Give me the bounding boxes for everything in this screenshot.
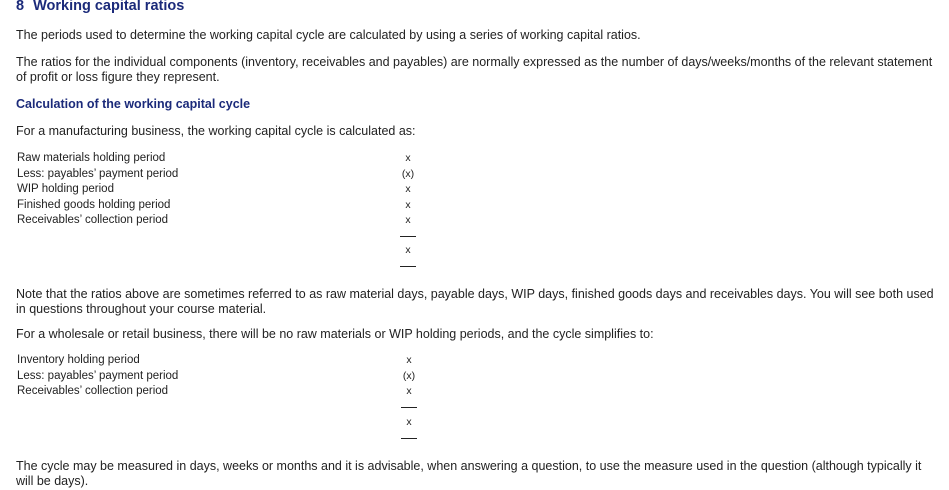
calc-row-value: x: [405, 198, 411, 211]
calc-row-value: x: [406, 385, 412, 397]
wholesale-intro: For a wholesale or retail business, there will be no raw materials or WIP holding periods, and the cycle simplifies to:: [16, 327, 654, 341]
calc-row-value: x: [406, 354, 412, 366]
calc-row-value: x: [405, 214, 411, 226]
calc-row-label: Inventory holding period: [17, 354, 140, 366]
subtotal-rule: [400, 236, 416, 237]
calc-row-value: (x): [402, 369, 416, 382]
calc-row-label: WIP holding period: [17, 183, 114, 195]
total-rule: [400, 266, 416, 267]
section-title: Working capital ratios: [33, 0, 185, 14]
note-paragraph: Note that the ratios above are sometimes referred to as raw material days, payable days, WIP days, finished goods days and receivables days. You will see both used in questions throughout your course material.: [16, 287, 934, 316]
calc-total-value: x: [405, 244, 411, 256]
calc-row-label: Less: payables’ payment period: [17, 369, 179, 382]
calc-row-label: Receivables’ collection period: [17, 385, 169, 397]
manufacturing-intro: For a manufacturing business, the working capital cycle is calculated as:: [16, 124, 416, 138]
section-heading: [16, 0, 184, 14]
calc-row-label: Finished goods holding period: [17, 198, 171, 211]
calc-row-value: x: [405, 152, 411, 164]
total-rule: [401, 438, 417, 439]
calc-row-label: Less: payables’ payment period: [17, 167, 179, 180]
calculation-subheading: Calculation of the working capital cycle: [16, 97, 251, 111]
calc-row-value: (x): [401, 167, 415, 180]
closing-paragraph: The cycle may be measured in days, weeks or months and it is advisable, when answering a question, to use the measure used in the question (although typically it will be days).: [16, 459, 922, 488]
subtotal-rule: [401, 407, 417, 408]
intro-paragraph: The periods used to determine the working capital cycle are calculated by using a series of working capital ratios.: [16, 28, 641, 42]
calc-total-value: x: [406, 416, 412, 428]
calc-row-value: x: [405, 183, 411, 195]
calc-row-label: Receivables’ collection period: [17, 214, 169, 226]
calc-row-label: Raw materials holding period: [17, 152, 166, 164]
ratios-paragraph: The ratios for the individual components (inventory, receivables and payables) are normally expressed as the number of days/weeks/months of the relevant statement of profit or loss figure they represent.: [16, 55, 933, 84]
section-number: 8: [16, 0, 25, 14]
